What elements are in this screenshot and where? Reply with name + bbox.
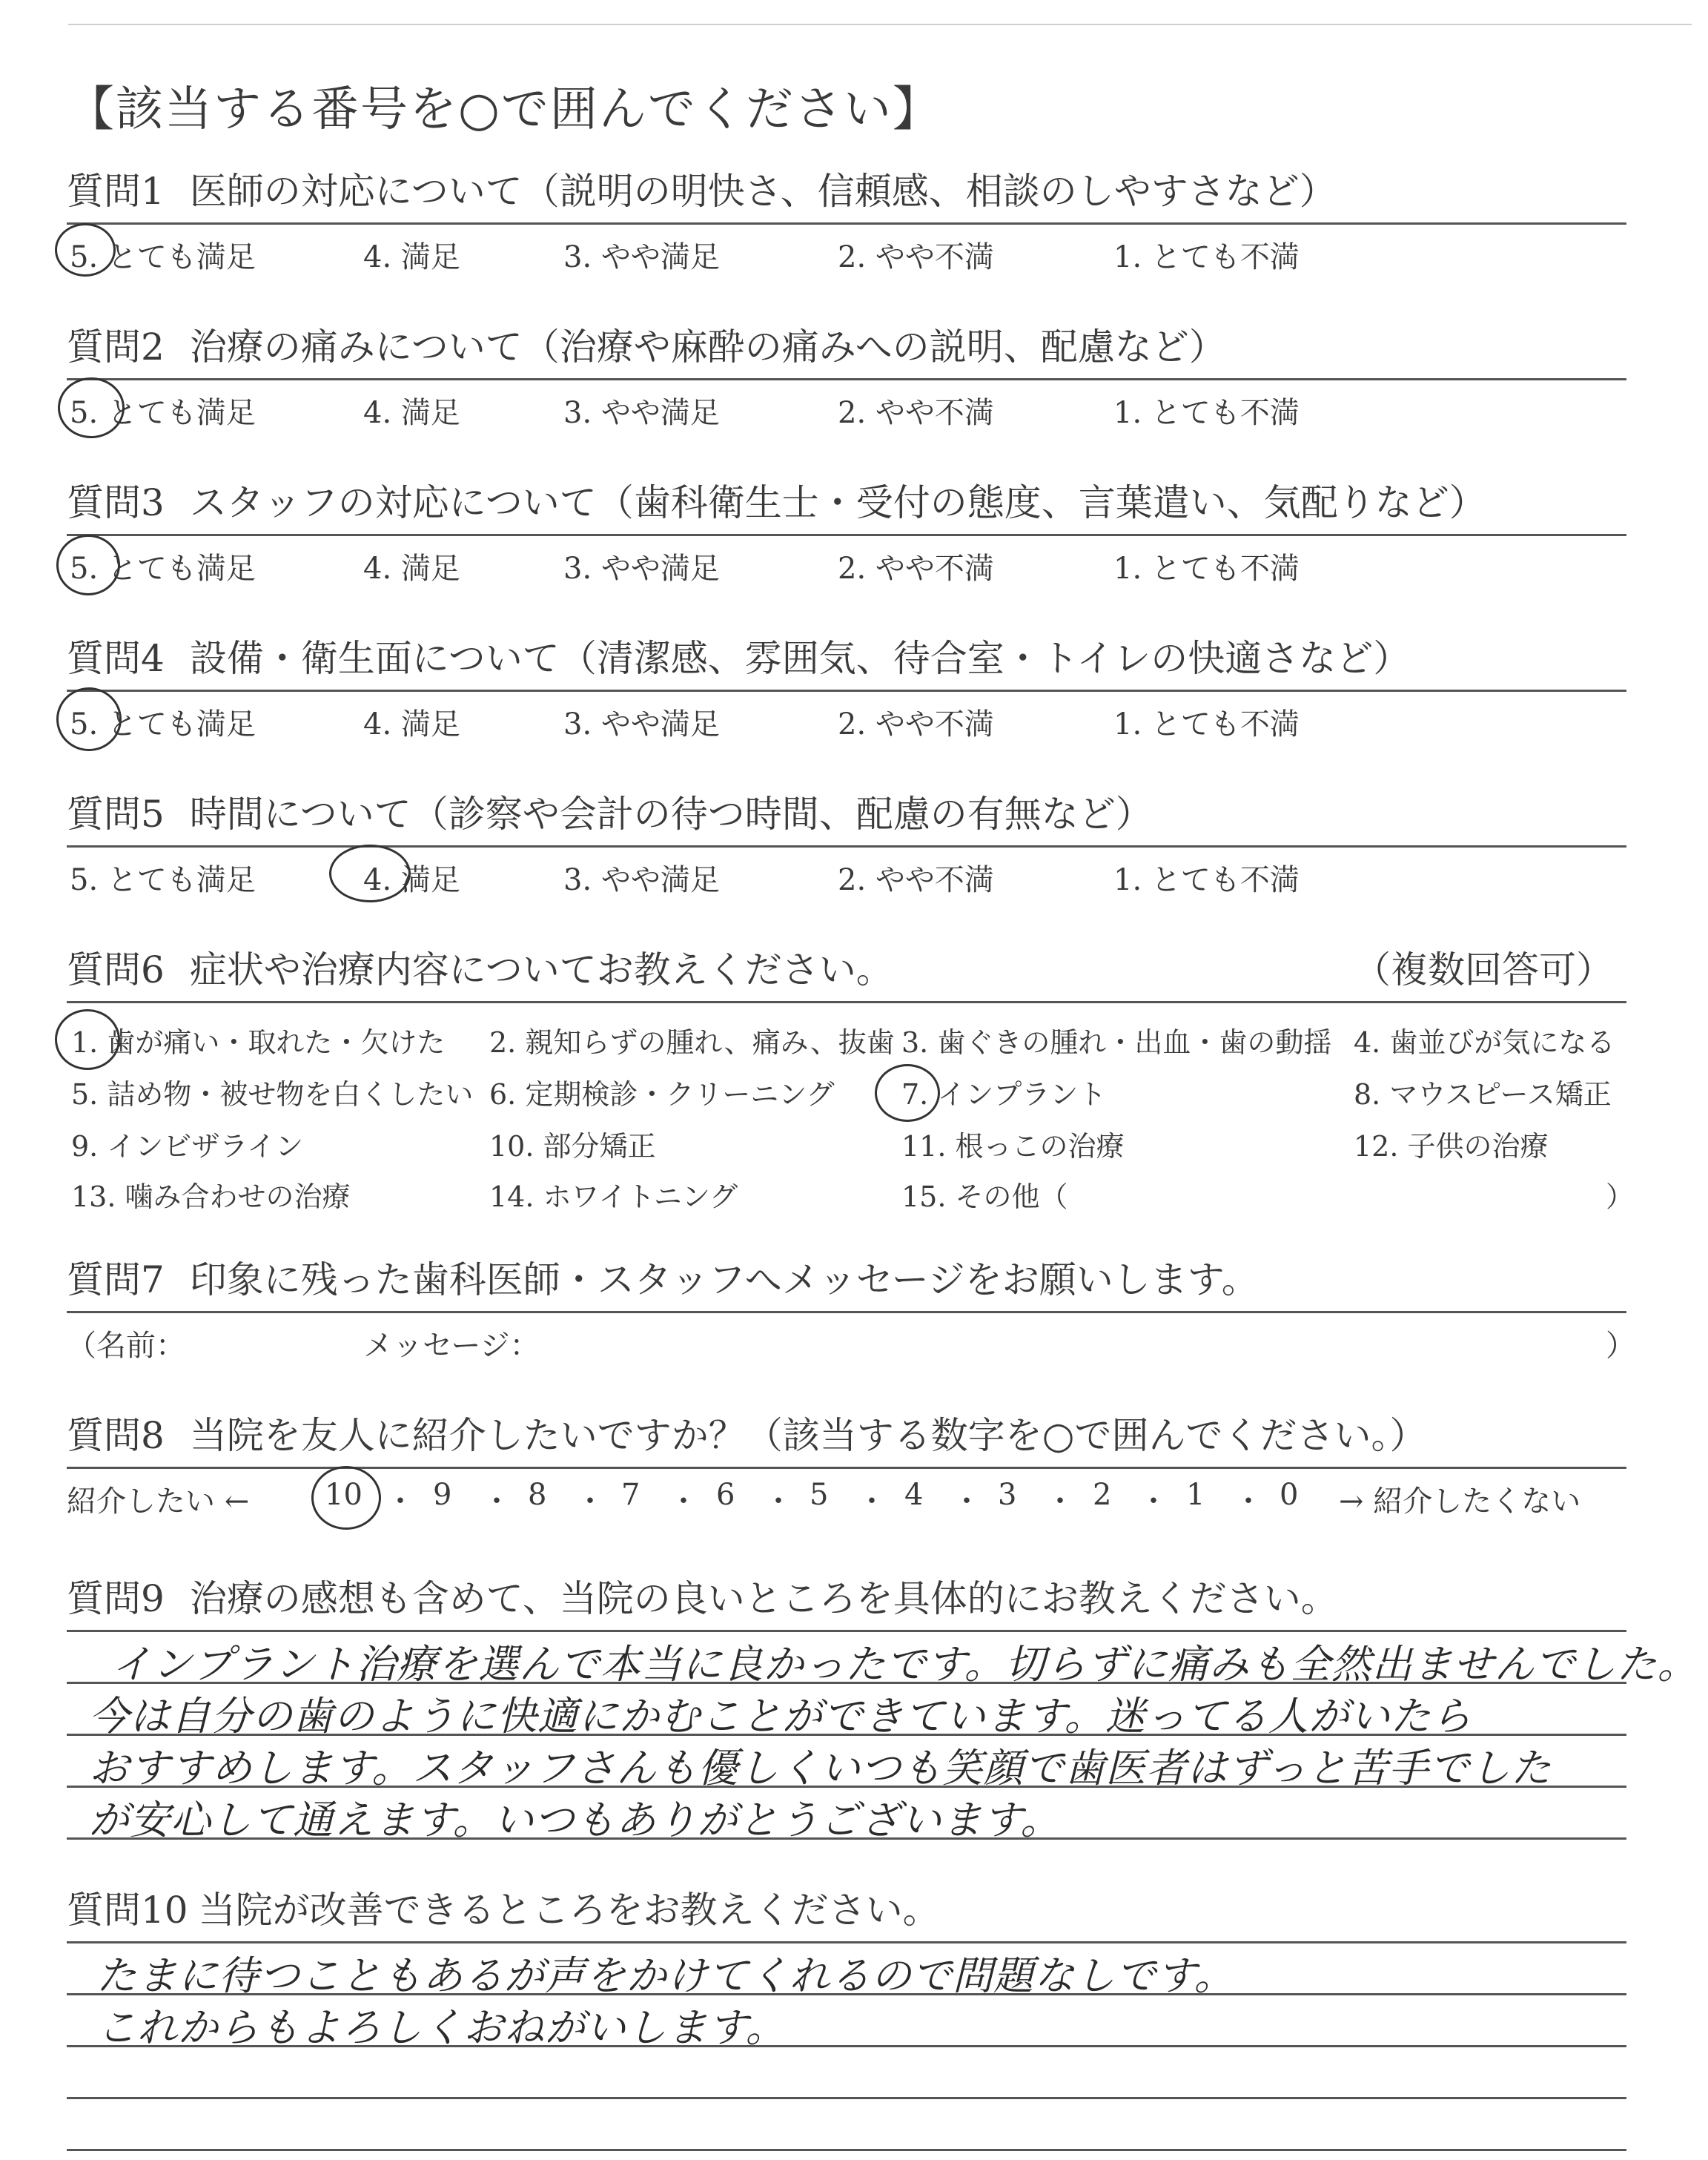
option-2[interactable]: 2. やや不満: [838, 552, 994, 586]
symptom-item[interactable]: 14. ホワイトニング: [489, 1180, 738, 1213]
rating-options: [67, 380, 1626, 432]
option-2[interactable]: 2. やや不満: [838, 396, 994, 430]
scale-value[interactable]: 10: [325, 1478, 363, 1512]
symptom-item[interactable]: 8. マウスピース矯正: [1354, 1078, 1612, 1111]
option-4[interactable]: 4. 満足: [363, 707, 460, 742]
option-1[interactable]: 1. とても不満: [1113, 552, 1300, 586]
answer-area: [67, 1937, 1626, 2159]
answer-line: [67, 1941, 1626, 1943]
message-row: [67, 1313, 1635, 1365]
other-close-paren: ）: [1606, 1180, 1635, 1213]
scale-dot: ・: [857, 1484, 887, 1519]
scale-value[interactable]: 4: [904, 1478, 924, 1512]
question-text: 医師の対応について（説明の明快さ、信頼感、相談のしやすさなど）: [189, 170, 1337, 213]
question-7: [67, 1253, 1635, 1365]
answer-line: [67, 2097, 1626, 2099]
answer-line: [67, 2149, 1626, 2151]
question-text: 治療の感想も含めて、当院の良いところを具体的にお教えください。: [189, 1577, 1338, 1620]
multiple-answer-note: （複数回答可）: [1354, 948, 1613, 991]
scale-value[interactable]: 1: [1186, 1478, 1205, 1512]
option-5[interactable]: 5. とても満足: [70, 863, 256, 897]
message-close-paren: ）: [1606, 1329, 1635, 1363]
symptom-item[interactable]: 3. 歯ぐきの腫れ・出血・歯の動揺: [901, 1026, 1332, 1059]
symptom-item[interactable]: 6. 定期検診・クリーニング: [489, 1078, 835, 1111]
symptom-item[interactable]: 13. 噛み合わせの治療: [71, 1180, 351, 1213]
option-3[interactable]: 3. やや満足: [563, 396, 720, 430]
scale-left-label: 紹介したい ←: [67, 1484, 250, 1519]
question-number: 質問10: [67, 1889, 188, 1932]
question-8: [67, 1409, 1626, 1521]
question-number: 質問3: [67, 481, 165, 524]
message-label: メッセージ：: [363, 1329, 540, 1363]
symptom-item[interactable]: 4. 歯並びが気になる: [1354, 1026, 1615, 1059]
symptom-item[interactable]: 10. 部分矯正: [489, 1130, 656, 1163]
scale-value[interactable]: 9: [433, 1478, 452, 1512]
scale-dot: ・: [764, 1484, 793, 1519]
question-text: スタッフの対応について（歯科衛生士・受付の態度、言葉遣い、気配りなど）: [189, 481, 1486, 524]
option-1[interactable]: 1. とても不満: [1113, 863, 1300, 897]
symptom-item[interactable]: 15. その他（: [901, 1180, 1068, 1213]
symptom-item[interactable]: 1. 歯が痛い・取れた・欠けた: [71, 1026, 446, 1059]
question-6: [67, 943, 1635, 1213]
question-text: 印象に残った歯科医師・スタッフへメッセージをお願いします。: [189, 1258, 1259, 1301]
question-number: 質問7: [67, 1258, 165, 1301]
question-text: 当院を友人に紹介したいですか？（該当する数字を○で囲んでください。）: [189, 1414, 1427, 1457]
question-number: 質問9: [67, 1577, 165, 1620]
scale-value[interactable]: 3: [998, 1478, 1017, 1512]
question-number: 質問5: [67, 793, 165, 836]
handwritten-line: 今は自分の歯のように快適にかむことができています。迷ってる人がいたら: [89, 1693, 1472, 1740]
question-10: [67, 1883, 1626, 2159]
option-2[interactable]: 2. やや不満: [838, 240, 994, 274]
option-4[interactable]: 4. 満足: [363, 863, 460, 897]
scale-value[interactable]: 0: [1280, 1478, 1299, 1512]
symptom-item[interactable]: 5. 詰め物・被せ物を白くしたい: [71, 1078, 474, 1111]
question-number: 質問6: [67, 948, 165, 991]
scale-right-label: → 紹介したくない: [1339, 1484, 1581, 1519]
symptom-item[interactable]: 11. 根っこの治療: [901, 1130, 1125, 1163]
scale-dot: ・: [669, 1484, 698, 1519]
scale-dot: ・: [575, 1484, 605, 1519]
option-3[interactable]: 3. やや満足: [563, 863, 720, 897]
name-label: （名前：: [67, 1329, 185, 1363]
option-3[interactable]: 3. やや満足: [563, 552, 720, 586]
option-2[interactable]: 2. やや不満: [838, 863, 994, 897]
handwritten-line: インプラント治療を選んで本当に良かったです。切らずに痛みも全然出ませんでした。: [111, 1641, 1698, 1688]
scale-value[interactable]: 6: [716, 1478, 735, 1512]
recommend-scale: [67, 1469, 1626, 1521]
option-1[interactable]: 1. とても不満: [1113, 240, 1300, 274]
symptom-item[interactable]: 12. 子供の治療: [1354, 1130, 1549, 1163]
handwritten-line: おすすめします。スタッフさんも優しくいつも笑顔で歯医者はずっと苦手でした: [89, 1745, 1552, 1791]
option-5[interactable]: 5. とても満足: [70, 396, 256, 430]
option-5[interactable]: 5. とても満足: [70, 707, 256, 742]
scale-value[interactable]: 7: [621, 1478, 640, 1512]
question-number: 質問4: [67, 637, 165, 680]
instruction-heading: 【該当する番号を○で囲んでください】: [67, 82, 941, 137]
handwritten-line: が安心して通えます。いつもありがとうございます。: [89, 1797, 1062, 1843]
question-number: 質問8: [67, 1414, 165, 1457]
option-4[interactable]: 4. 満足: [363, 240, 460, 274]
symptom-item[interactable]: 7. インプラント: [901, 1078, 1107, 1111]
option-3[interactable]: 3. やや満足: [563, 240, 720, 274]
question-text: 設備・衛生面について（清潔感、雰囲気、待合室・トイレの快適さなど）: [189, 637, 1411, 680]
question-3: [67, 476, 1626, 588]
question-text: 当院が改善できるところをお教えください。: [198, 1889, 940, 1932]
question-4: [67, 632, 1626, 744]
rating-options: [67, 848, 1626, 899]
option-3[interactable]: 3. やや満足: [563, 707, 720, 742]
scale-dot: ・: [1045, 1484, 1075, 1519]
scale-value[interactable]: 2: [1093, 1478, 1112, 1512]
option-2[interactable]: 2. やや不満: [838, 707, 994, 742]
option-1[interactable]: 1. とても不満: [1113, 707, 1300, 742]
answer-line: [67, 1630, 1626, 1632]
rating-options: [67, 536, 1626, 588]
handwritten-line: これからもよろしくおねがいします。: [96, 2004, 787, 2051]
question-text: 治療の痛みについて（治療や麻酔の痛みへの説明、配慮など）: [189, 326, 1226, 369]
symptom-item[interactable]: 9. インビザライン: [71, 1130, 304, 1163]
option-4[interactable]: 4. 満足: [363, 396, 460, 430]
answer-area: [67, 1625, 1698, 1922]
question-text: 症状や治療内容についてお教えください。: [189, 948, 893, 991]
option-1[interactable]: 1. とても不満: [1113, 396, 1300, 430]
top-rule: [68, 24, 1692, 25]
question-text: 時間について（診察や会計の待つ時間、配慮の有無など）: [189, 793, 1153, 836]
symptom-grid: [67, 1003, 1635, 1213]
option-5[interactable]: 5. とても満足: [70, 552, 256, 586]
question-2: [67, 320, 1626, 432]
rating-options: [67, 692, 1626, 744]
rating-options: [67, 225, 1626, 277]
symptom-item[interactable]: 2. 親知らずの腫れ、痛み、抜歯: [489, 1026, 895, 1059]
scale-dot: ・: [385, 1484, 415, 1519]
scale-dot: ・: [482, 1484, 512, 1519]
question-number: 質問2: [67, 326, 165, 369]
handwritten-line: たまに待つこともあるが声をかけてくれるので問題なしです。: [96, 1952, 1235, 1999]
scale-value[interactable]: 8: [528, 1478, 547, 1512]
question-number: 質問1: [67, 170, 165, 213]
scale-dot: ・: [1234, 1484, 1263, 1519]
scale-dot: ・: [952, 1484, 982, 1519]
option-5[interactable]: 5. とても満足: [70, 240, 256, 274]
option-4[interactable]: 4. 満足: [363, 552, 460, 586]
scale-dot: ・: [1139, 1484, 1168, 1519]
scale-value[interactable]: 5: [810, 1478, 829, 1512]
question-9: [67, 1572, 1698, 1922]
question-5: [67, 787, 1626, 899]
question-1: [67, 165, 1626, 277]
